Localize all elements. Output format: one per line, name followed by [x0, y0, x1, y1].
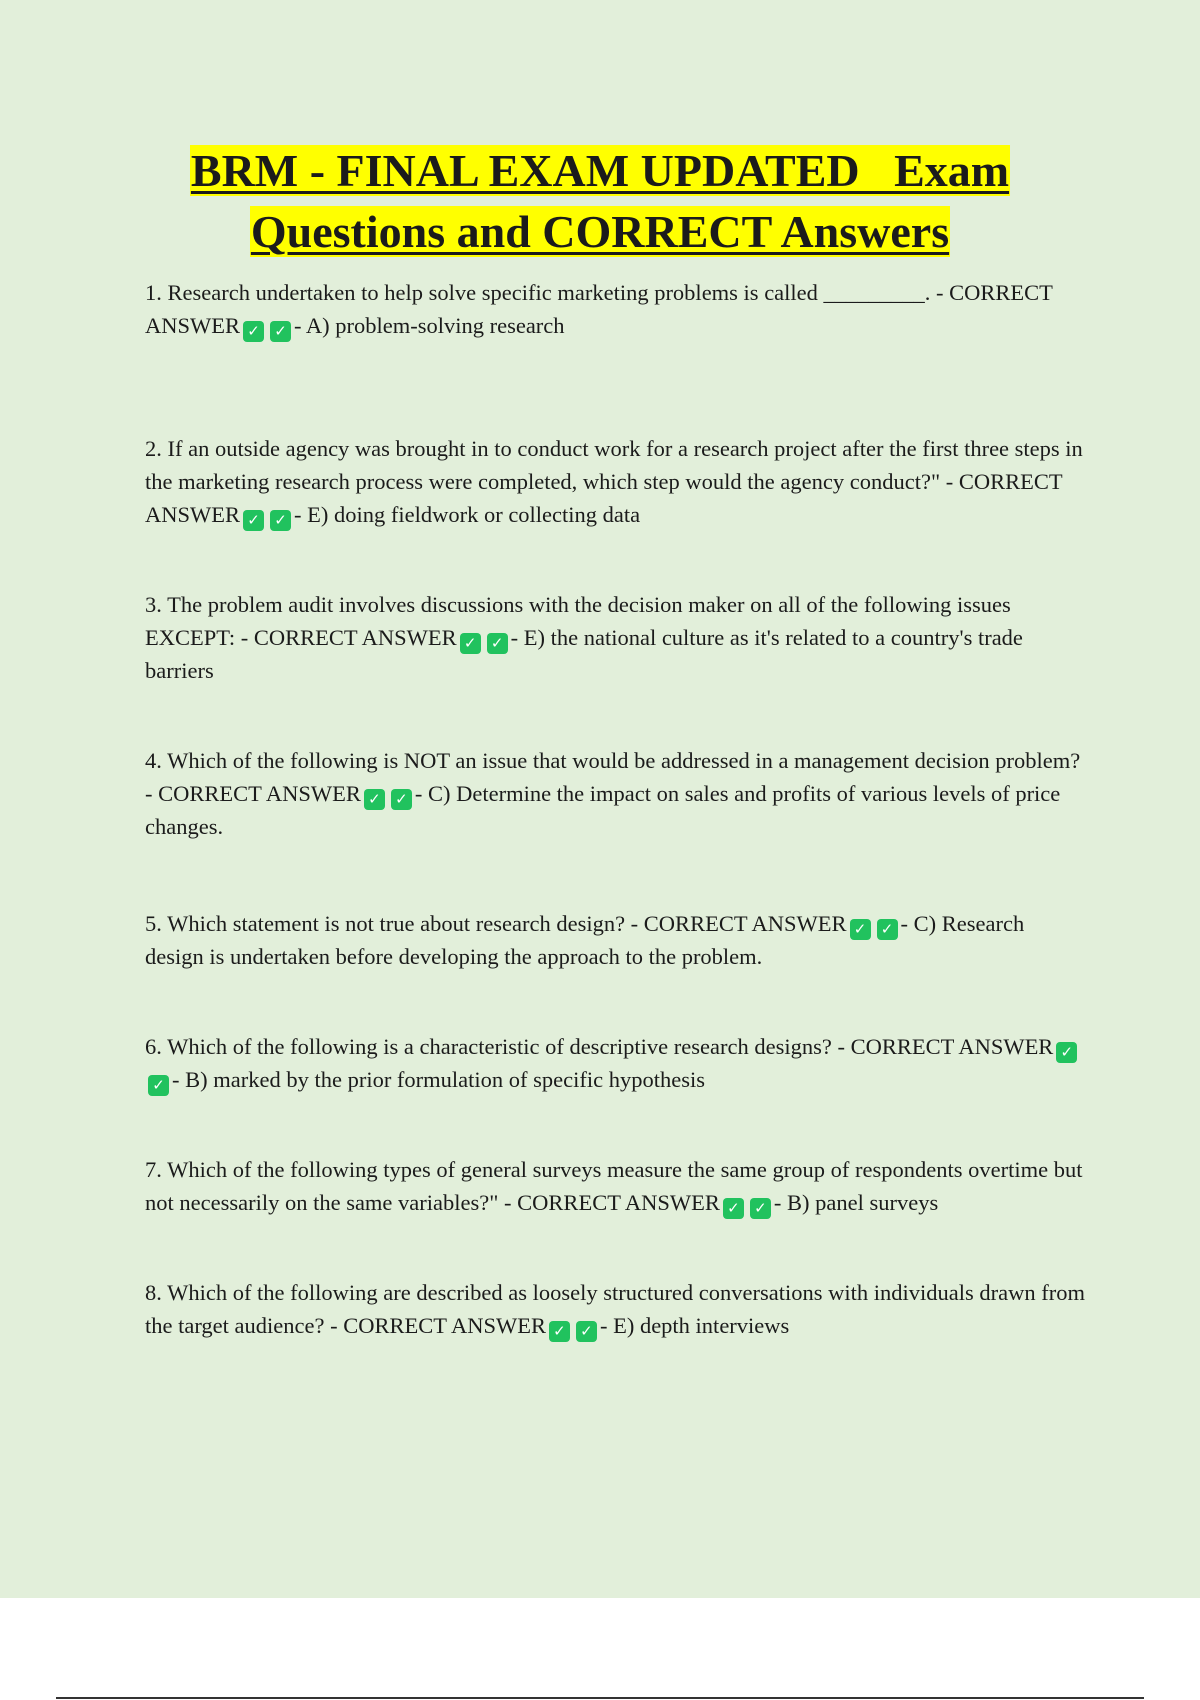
question-2-prompt: 2. If an outside agency was brought in to conduct work for a research project after the first three steps in the marketing research process were completed, which step would the agency conduct?" - CORRECT ANSWER [145, 436, 1083, 527]
question-8 [145, 1276, 1085, 1342]
question-3-answer: - E) the national culture as it's related to a country's trade barriers [145, 625, 1023, 683]
question-3 [145, 588, 1085, 687]
question-8-answer: - E) depth interviews [599, 1313, 790, 1338]
question-1-prompt: 1. Research undertaken to help solve specific marketing problems is called _________. - CORRECT ANSWER [145, 280, 1053, 338]
check-box-icon: ✓ [576, 1321, 597, 1342]
question-list [145, 276, 1085, 1342]
check-box-icon: ✓ [460, 633, 481, 654]
check-box-icon: ✓ [1056, 1042, 1077, 1063]
check-box-icon: ✓ [850, 919, 871, 940]
document-title [0, 140, 1200, 262]
title-line-2: Questions and CORRECT Answers [250, 206, 950, 257]
question-7-answer: - B) panel surveys [773, 1190, 939, 1215]
question-6 [145, 1030, 1085, 1096]
question-5 [145, 907, 1085, 973]
check-box-icon: ✓ [877, 919, 898, 940]
question-6-answer: - B) marked by the prior formulation of specific hypothesis [172, 1067, 705, 1092]
question-8-prompt: 8. Which of the following are described as loosely structured conversations with individuals drawn from the target audience? - CORRECT ANSWER [145, 1280, 1085, 1338]
footer-divider [56, 1697, 1144, 1699]
question-2 [145, 432, 1085, 531]
question-4-answer: - C) Determine the impact on sales and profits of various levels of price changes. [145, 781, 1061, 839]
question-7-prompt: 7. Which of the following types of general surveys measure the same group of respondents overtime but not necessarily on the same variables?" - CORRECT ANSWER [145, 1157, 1083, 1215]
question-5-prompt: 5. Which statement is not true about research design? - CORRECT ANSWER [145, 911, 847, 936]
question-4-prompt: 4. Which of the following is NOT an issue that would be addressed in a management decision problem? - CORRECT ANSWER [145, 748, 1081, 806]
question-2-answer: - E) doing fieldwork or collecting data [294, 502, 641, 527]
check-box-icon: ✓ [723, 1198, 744, 1219]
check-box-icon: ✓ [549, 1321, 570, 1342]
check-box-icon: ✓ [391, 789, 412, 810]
check-box-icon: ✓ [364, 789, 385, 810]
question-1-answer: - A) problem-solving research [294, 313, 565, 338]
question-6-prompt: 6. Which of the following is a characteristic of descriptive research designs? - CORRECT ANSWER [145, 1034, 1054, 1059]
question-4 [145, 744, 1085, 843]
check-box-icon: ✓ [243, 510, 264, 531]
check-box-icon: ✓ [487, 633, 508, 654]
title-line-1: BRM - FINAL EXAM UPDATED Exam [190, 145, 1010, 196]
check-box-icon: ✓ [270, 321, 291, 342]
question-3-prompt: 3. The problem audit involves discussions with the decision maker on all of the following issues EXCEPT: - CORRECT ANSWER [145, 592, 1011, 650]
question-7 [145, 1153, 1085, 1219]
check-box-icon: ✓ [270, 510, 291, 531]
question-5-answer: - C) Research design is undertaken before developing the approach to the problem. [145, 911, 1025, 969]
check-box-icon: ✓ [243, 321, 264, 342]
check-box-icon: ✓ [148, 1075, 169, 1096]
check-box-icon: ✓ [750, 1198, 771, 1219]
question-1 [145, 276, 1085, 342]
